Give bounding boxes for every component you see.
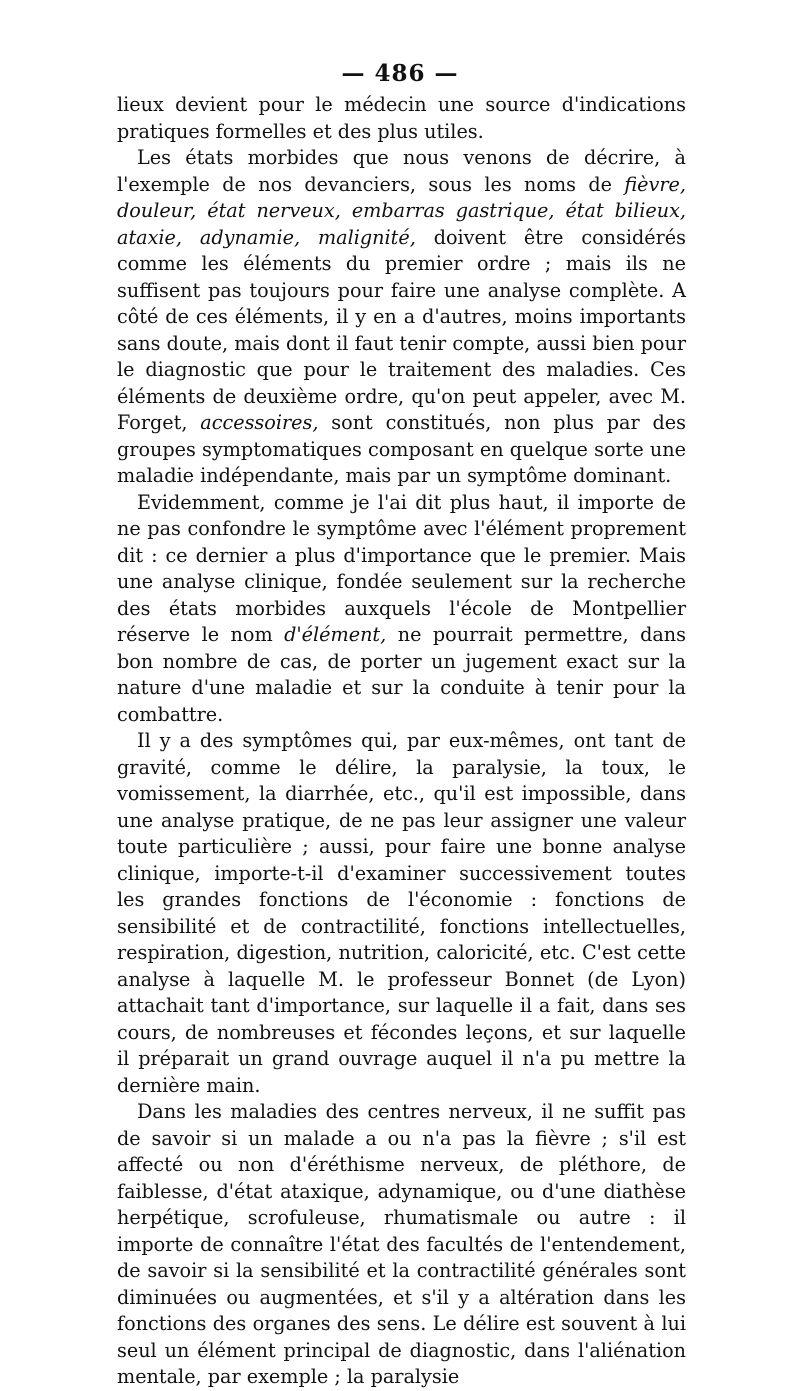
paragraph (117, 490, 686, 729)
text-run: doivent être considérés comme les éléments du premier ordre ; mais ils ne suffisent pas toujours pour faire une analyse complète. A côté de ces éléments, il y en a d'autres, moins importants sans doute, mais dont il faut tenir compte, aussi bien pour le diagnostic que pour le traitement des maladies. Ces éléments de deuxième ordre, qu'on peut appeler, avec M. Forget, (117, 225, 686, 434)
italic-text: d'élément, (284, 623, 387, 646)
paragraph (117, 1099, 686, 1391)
body-text (117, 92, 686, 1391)
text-run: sont constitués, non plus par des groupes symptomatiques composant en quelque sorte une maladie indépendante, mais par un symptôme dominant. (117, 411, 686, 487)
text-run: lieux devient pour le médecin une source d'indications pratiques formelles et des plus utiles. (117, 93, 686, 143)
italic-text: accessoires, (200, 411, 319, 434)
paragraph (117, 728, 686, 1099)
page-number: — 486 — (341, 60, 459, 87)
italic-text: fièvre, douleur, état nerveux, embarras gastrique, état bilieux, ataxie, adynamie, malignité, (117, 172, 686, 249)
text-run: Dans les maladies des centres nerveux, il ne suffit pas de savoir si un malade a ou n'a pas la fièvre ; s'il est affecté ou non d'éréthisme nerveux, de pléthore, de faiblesse, d'état ataxique, adynamique, ou d'une diathèse herpétique, scrofuleuse, rhumatismale ou autre : il importe de connaître l'état des facultés de l'entendement, de savoir si la sensibilité et la contractilité générales sont diminuées ou augmentées, et s'il y a altération dans les fonctions des organes des sens. Le délire est souvent à lui seul un élément principal de diagnostic, dans l'aliénation mentale, par exemple ; la paralysie (117, 1100, 686, 1388)
text-run: Evidemment, comme je l'ai dit plus haut, il importe de ne pas confondre le symptôme avec l'élément proprement dit : ce dernier a plus d'importance que le premier. Mais une analyse clinique, fondée seulement sur la recherche des états morbides auxquels l'école de Montpellier réserve le nom (117, 490, 686, 646)
text-run: Les états morbides que nous venons de décrire, à l'exemple de nos devanciers, sous les noms de (117, 146, 686, 196)
paragraph (117, 92, 686, 145)
text-run: ne pourrait permettre, dans bon nombre de cas, de porter un jugement exact sur la nature d'une maladie et sur la conduite à tenir pour la combattre. (117, 623, 686, 726)
text-run: Il y a des symptômes qui, par eux-mêmes, ont tant de gravité, comme le délire, la paralysie, la toux, le vomissement, la diarrhée, etc., qu'il est impossible, dans une analyse pratique, de ne pas leur assigner une valeur toute particulière ; aussi, pour faire une bonne analyse clinique, importe-t-il d'examiner successivement toutes les grandes fonctions de l'économie : fonctions de sensibilité et de contractilité, fonctions intellectuelles, respiration, digestion, nutrition, caloricité, etc. C'est cette analyse à laquelle M. le professeur Bonnet (de Lyon) attachait tant d'importance, sur laquelle il a fait, dans ses cours, de nombreuses et fécondes leçons, et sur laquelle il préparait un grand ouvrage auquel il n'a pu mettre la dernière main. (117, 729, 686, 1097)
paragraph (117, 145, 686, 490)
